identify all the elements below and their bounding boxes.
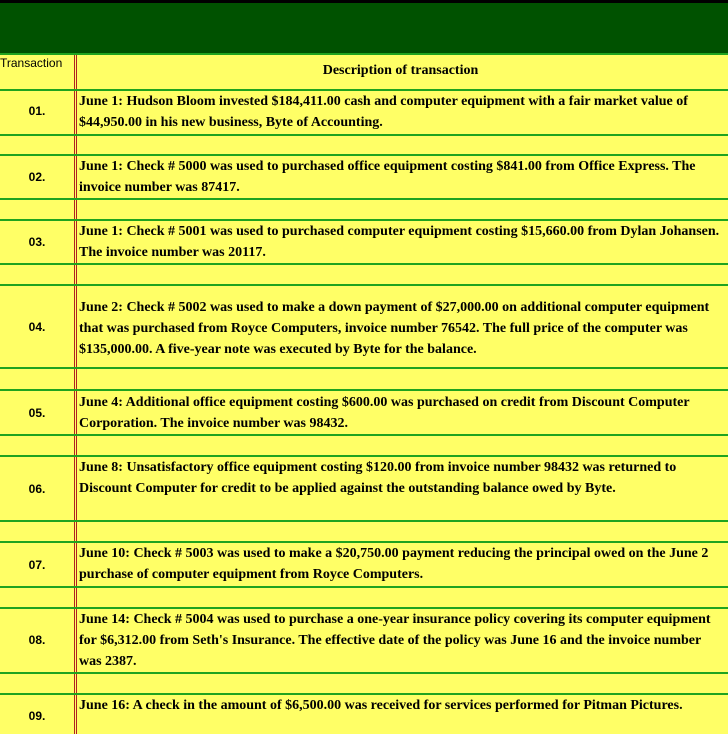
column-header-transaction: Transaction xyxy=(0,56,63,70)
transaction-number: 02. xyxy=(28,170,46,184)
row-divider xyxy=(0,198,728,200)
row-divider xyxy=(0,389,728,391)
row-divider xyxy=(0,586,728,588)
row-divider xyxy=(0,284,728,286)
transaction-description: June 14: Check # 5004 was used to purchase a one-year insurance policy covering its computer equipment for $6,312.00 from Seth's Insurance. The effective date of the policy was June 16 and the invoice number was 2387. xyxy=(79,612,711,669)
row-divider xyxy=(0,263,728,265)
transaction-number: 07. xyxy=(28,558,46,572)
row-divider xyxy=(0,134,728,136)
transaction-description: June 1: Check # 5000 was used to purchased office equipment costing $841.00 from Office Express. The invoice number was 87417. xyxy=(79,159,696,195)
transaction-number: 09. xyxy=(28,709,46,723)
column-header-description: Description of transaction xyxy=(322,63,479,78)
column-divider xyxy=(76,55,77,734)
row-divider xyxy=(0,672,728,674)
row-divider xyxy=(0,367,728,369)
transaction-number: 04. xyxy=(28,320,46,334)
transaction-number: 06. xyxy=(28,482,46,496)
column-divider xyxy=(74,55,75,734)
row-divider xyxy=(0,520,728,522)
transaction-description: June 8: Unsatisfactory office equipment costing $120.00 from invoice number 98432 was returned to Discount Computer for credit to be applied against the outstanding balance owed by Byte. xyxy=(79,460,677,496)
transaction-number: 01. xyxy=(28,104,46,118)
transaction-description: June 1: Check # 5001 was used to purchased computer equipment costing $15,660.00 from Dylan Johansen. The invoice number was 20117. xyxy=(79,224,720,260)
row-divider xyxy=(0,434,728,436)
transaction-number: 08. xyxy=(28,633,46,647)
transaction-number: 03. xyxy=(28,235,46,249)
transaction-description: June 16: A check in the amount of $6,500.00 was received for services performed for Pitman Pictures. xyxy=(79,698,683,713)
transaction-number: 05. xyxy=(28,406,46,420)
transaction-description: June 4: Additional office equipment costing $600.00 was purchased on credit from Discount Computer Corporation. The invoice number was 98432. xyxy=(79,395,690,431)
transaction-description: June 2: Check # 5002 was used to make a down payment of $27,000.00 on additional computer equipment that was purchased from Royce Computers, invoice number 76542. The full price of the computer was $135,000.00. A five-year note was executed by Byte for the balance. xyxy=(79,300,710,357)
top-toolbar-band xyxy=(0,0,728,53)
transaction-description: June 10: Check # 5003 was used to make a $20,750.00 payment reducing the principal owed on the June 2 purchase of computer equipment from Royce Computers. xyxy=(79,546,709,582)
transaction-description: June 1: Hudson Bloom invested $184,411.00 cash and computer equipment with a fair market value of $44,950.00 in his new business, Byte of Accounting. xyxy=(79,94,688,130)
